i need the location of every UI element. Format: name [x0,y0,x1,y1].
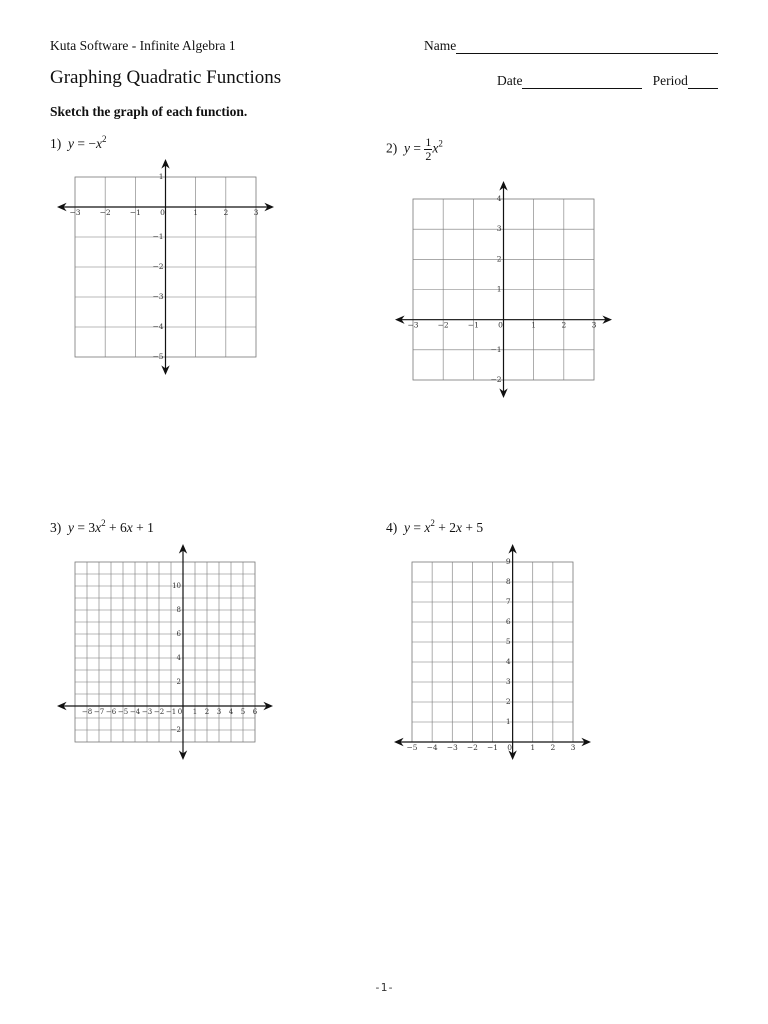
equation-lhs: y [68,136,74,151]
y-tick-label: 8 [176,606,181,614]
x-tick-label: 1 [192,708,198,716]
y-tick-label: −2 [490,375,502,384]
equation-exp: 2 [101,518,106,528]
y-tick-label: −1 [490,344,502,354]
x-tick-label: 2 [550,743,556,752]
name-label: Name [424,38,457,53]
equation-var: x [95,520,102,535]
equation-exp: 2 [430,518,435,528]
x-tick-label: −3 [69,208,81,217]
x-tick-label: −3 [446,743,458,752]
x-tick-label: −2 [99,208,111,217]
y-tick-label: 3 [505,677,511,686]
x-tick-label: 3 [570,743,576,752]
x-tick-label: −1 [165,708,177,716]
y-tick-label: 9 [505,557,511,566]
y-tick-label: 10 [172,582,181,590]
equation-term: + 6 [105,520,127,535]
y-tick-label: 1 [158,172,164,181]
equation-term: + 1 [132,520,154,535]
x-tick-label: −1 [486,743,499,752]
y-tick-label: −3 [152,292,164,301]
equation-exp: 2 [102,134,107,144]
equation-exp: 2 [438,138,443,149]
x-tick-label: −1 [467,320,479,330]
problem-number: 3) [50,520,62,535]
y-tick-label: −1 [152,232,164,241]
instructions: Sketch the graph of each function. [50,104,248,119]
fraction-numerator: 1 [425,135,432,149]
y-tick-label: −4 [152,322,164,331]
equation-equals: = [410,140,425,156]
fraction-denominator: 2 [425,149,432,163]
y-tick-label: 3 [496,224,502,234]
y-tick-label: −2 [170,726,181,734]
x-tick-label: −4 [129,708,141,716]
x-tick-label: −6 [105,708,117,716]
x-tick-label: −7 [93,708,105,716]
period-label: Period [652,73,688,88]
page-number: -1- [374,981,394,994]
equation-var: x [126,520,133,535]
x-tick-label: −1 [129,208,141,217]
x-tick-label: 0 [498,320,503,330]
x-tick-label: 5 [240,708,246,716]
date-label: Date [497,73,523,88]
y-tick-label: 6 [176,630,181,638]
equation-neg-sign: − [88,136,96,151]
x-tick-label: −2 [153,708,165,716]
x-tick-label: −2 [437,320,449,330]
y-tick-label: 2 [496,254,502,264]
equation-var: x [424,520,431,535]
x-tick-label: 2 [561,320,567,330]
equation-lhs: y [404,140,410,156]
x-tick-label: −4 [426,743,438,752]
equation-lhs: y [68,520,74,535]
x-tick-label: 3 [216,708,222,716]
y-tick-label: −2 [152,262,164,271]
x-tick-label: 3 [253,208,259,217]
x-tick-label: −3 [407,320,419,330]
x-tick-label: −5 [406,743,418,752]
publisher-label: Kuta Software - Infinite Algebra 1 [50,38,236,53]
equation-var: x [456,520,462,535]
equation-equals: = [74,520,89,535]
x-tick-label: 4 [228,708,234,716]
problem-number: 2) [386,140,398,156]
x-tick-label: −3 [141,708,153,716]
y-tick-label: 4 [505,657,511,666]
equation-equals: = [410,520,425,535]
x-tick-label: 2 [204,708,210,716]
x-tick-label: 6 [252,708,258,716]
y-tick-label: 4 [496,194,502,203]
y-tick-label: 5 [505,637,511,646]
problem-number: 1) [50,136,62,151]
x-tick-label: 1 [531,320,537,330]
y-tick-label: 1 [505,717,511,726]
x-tick-label: 0 [160,208,165,217]
equation-equals: = [74,136,89,151]
y-tick-label: 6 [505,617,511,626]
x-tick-label: 1 [193,208,199,217]
equation-var: x [432,140,439,156]
x-tick-label: 0 [177,708,183,716]
x-tick-label: 2 [223,208,229,217]
equation-var: x [96,136,102,151]
y-tick-label: 1 [496,284,502,294]
equation-lhs: y [404,520,410,535]
x-tick-label: −8 [81,708,93,716]
problem-number: 4) [386,520,398,535]
x-tick-label: 3 [591,320,597,330]
worksheet-title: Graphing Quadratic Functions [50,67,282,88]
equation-term: + 5 [462,520,484,535]
equation-coef: 3 [88,520,96,535]
equation-term: + 2 [434,520,456,535]
x-tick-label: −2 [466,743,478,752]
y-tick-label: 8 [505,577,511,586]
x-tick-label: −5 [117,708,129,716]
y-tick-label: 2 [505,697,511,706]
y-tick-label: −5 [152,352,164,361]
x-tick-label: 0 [507,743,513,752]
y-tick-label: 4 [176,654,181,662]
y-tick-label: 2 [176,678,181,686]
y-tick-label: 7 [505,597,511,606]
x-tick-label: 1 [530,743,536,752]
